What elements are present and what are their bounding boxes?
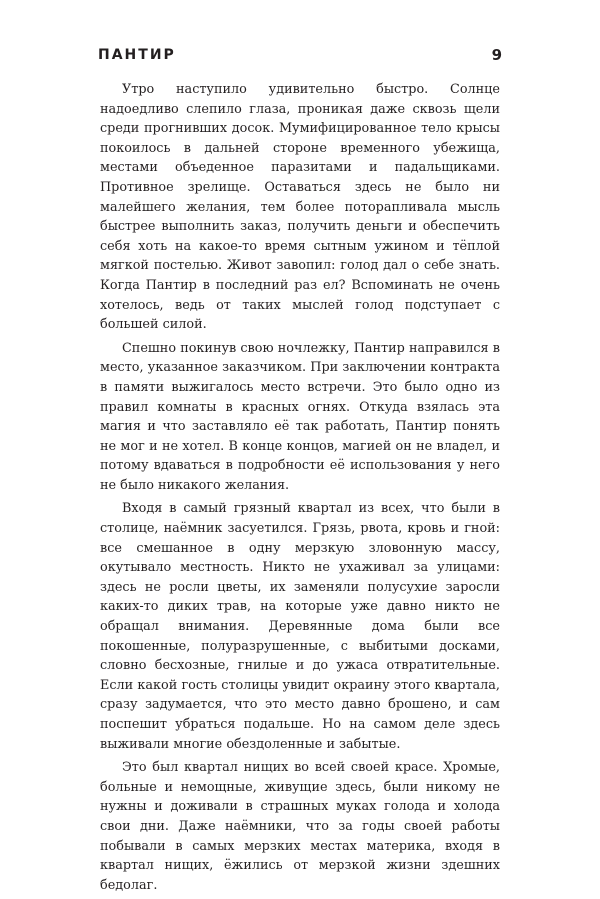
body-text [100,80,500,899]
page-number: 9 [491,46,502,64]
running-title: ПАНТИР [98,47,176,63]
paragraph: Это был квартал нищих во всей своей красе. Хромые, больные и немощные, живущие здесь, были никому не нужны и доживали в страшных муках голода и холода свои дни. Даже наёмники, что за годы своей работы побывали в самых мерзких местах материка, входя в квартал нищих, ёжились от мерзкой жизни здешних бедолаг. [100,760,500,893]
paragraph: Утро наступило удивительно быстро. Солнце надоедливо слепило глаза, проникая даже сквозь щели среди прогнивших досок. Мумифицированное тело крысы покоилось в дальней стороне временного убежища, местами объеденное паразитами и падальщиками. Противное зрелище. Оставаться здесь не было ни малейшего желания, тем более поторапливала мысль быстрее выполнить заказ, получить деньги и обеспечить себя хоть на какое-то время сытным ужином и тёплой мягкой постелью. Живот завопил: голод дал о себе знать. Когда Пантир в последний раз ел? Вспоминать не очень хотелось, ведь от таких мыслей голод подступает с большей силой. [100,82,500,333]
running-header [98,44,502,66]
paragraph: Входя в самый грязный квартал из всех, что были в столице, наёмник засуетился. Грязь, рвота, кровь и гной: все смешанное в одну мерзкую зловонную массу, окутывало местность. Никто не ухаживал за улицами: здесь не росли цветы, их заменяли полусухие заросли каких-то диких трав, на которые уже давно никто не обращал внимания. Деревянные дома были все покошенные, полуразрушенные, с выбитыми досками, словно бесхозные, гнилые и до ужаса отвратительные. Если какой гость столицы увидит окраину этого квартала, сразу задумается, что это место давно брошено, и сам поспешит убраться подальше. Но на самом деле здесь выживали многие обездоленные и забытые. [100,501,500,752]
paragraph: Спешно покинув свою ночлежку, Пантир направился в место, указанное заказчиком. При заключении контракта в памяти выжигалось место встречи. Это было одно из правил комнаты в красных огнях. Откуда взялась эта магия и что заставляло её так работать, Пантир понять не мог и не хотел. В конце концов, магией он не владел, и потому вдаваться в подробности её использования у него не было никакого желания. [100,340,500,493]
